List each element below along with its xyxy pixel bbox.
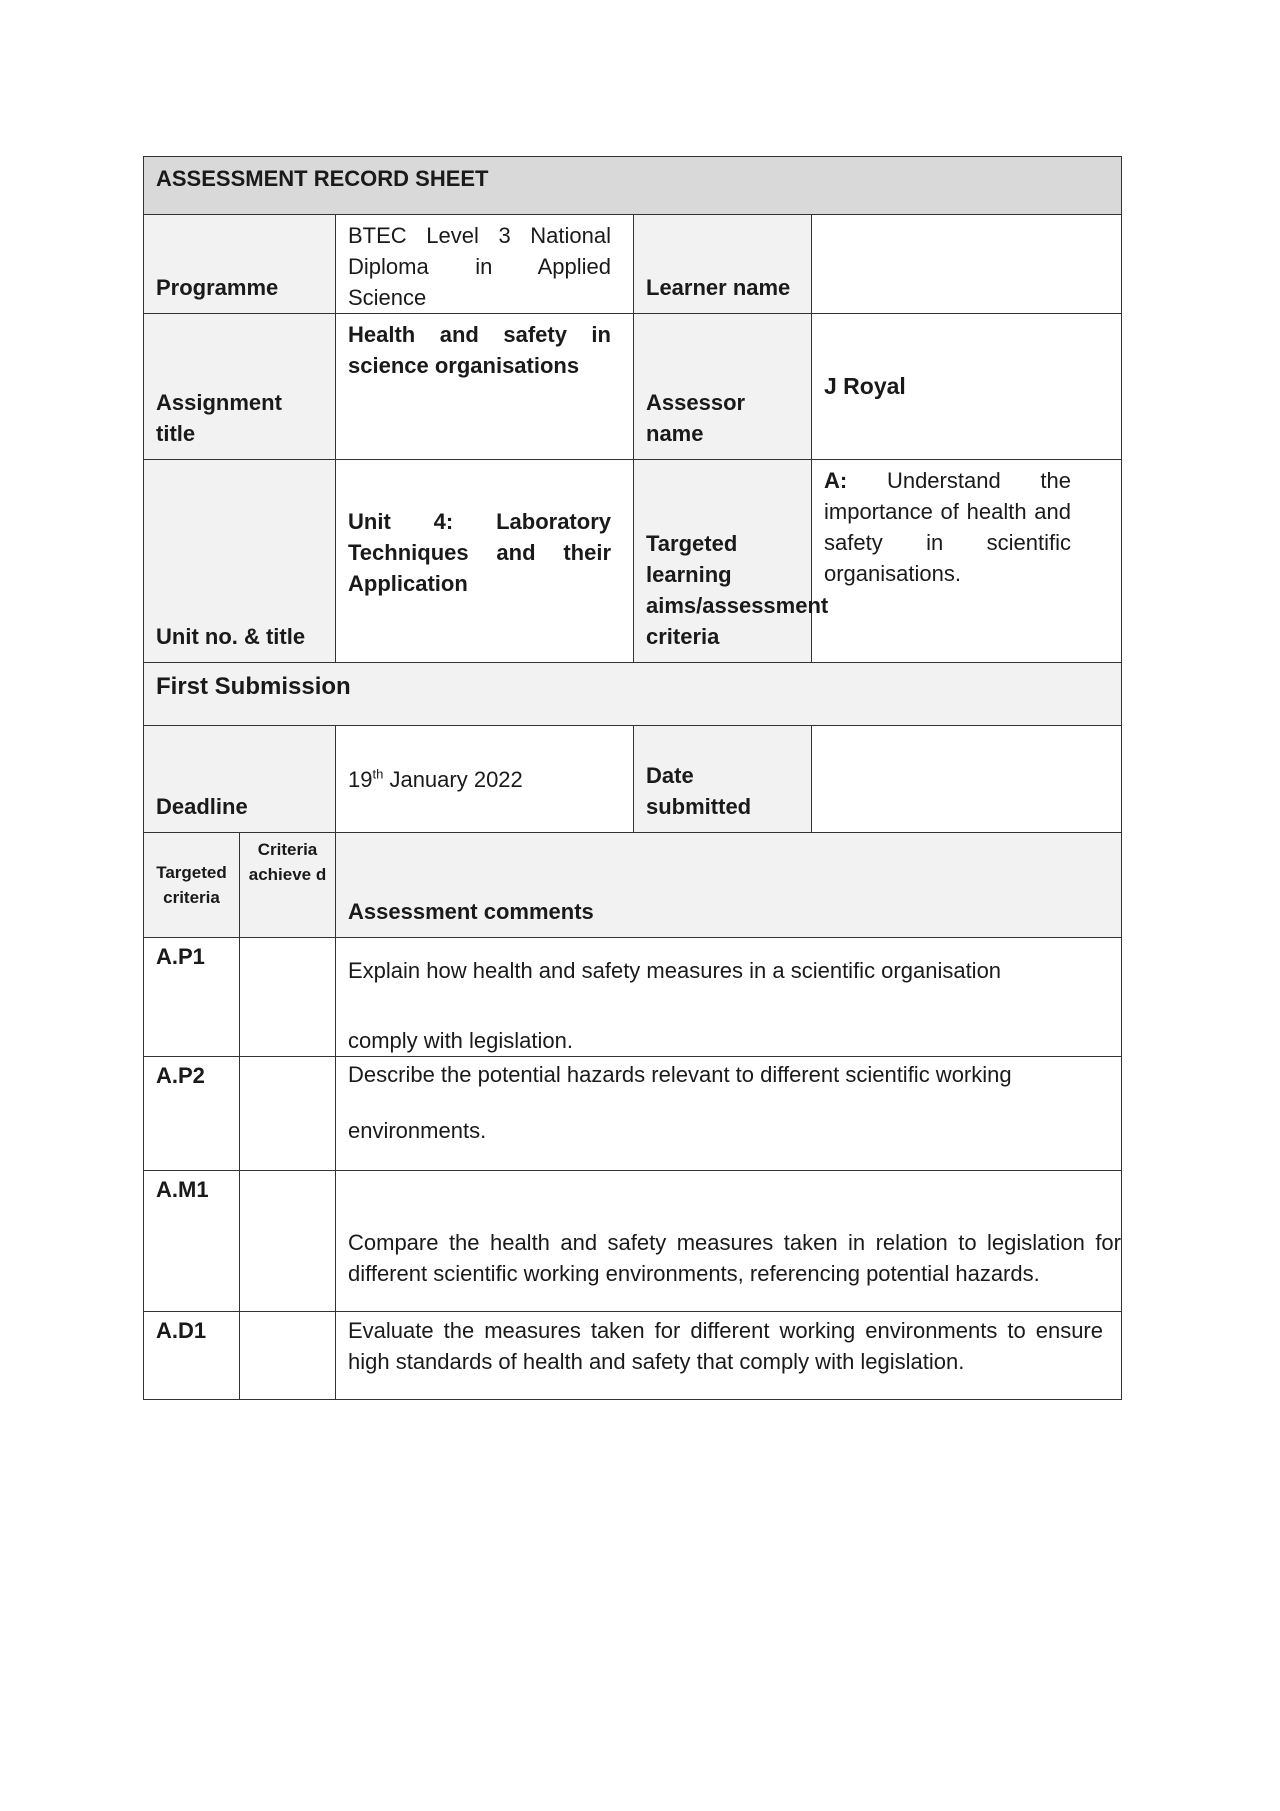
- sheet-title: ASSESSMENT RECORD SHEET: [156, 166, 489, 191]
- assessor-name-label: Assessor name: [634, 314, 812, 460]
- unit-label: Unit no. & title: [144, 460, 336, 663]
- assessment-comments-header: Assessment comments: [336, 833, 1122, 938]
- targeted-aims-value: [812, 460, 1122, 663]
- learner-name-value: [812, 215, 1122, 314]
- criteria-achieved-cell: [240, 1171, 336, 1312]
- criteria-code: A.M1: [144, 1171, 240, 1312]
- programme-label: Programme: [144, 215, 336, 314]
- date-submitted-label: Date submitted: [634, 726, 812, 833]
- first-submission-header: [144, 663, 1122, 726]
- targeted-aims-label: Targeted learning aims/assessment criteria: [634, 460, 812, 663]
- criteria-row-ap2: [144, 1057, 1122, 1171]
- criteria-row-am1: [144, 1171, 1122, 1312]
- criteria-description: [336, 938, 1122, 1057]
- date-submitted-value: [812, 726, 1122, 833]
- deadline-day: 19: [348, 766, 373, 792]
- criteria-line2: comply with legislation.: [348, 1028, 573, 1053]
- criteria-row-ap1: [144, 938, 1122, 1057]
- criteria-code: A.D1: [144, 1312, 240, 1400]
- criteria-row-ad1: [144, 1312, 1122, 1400]
- deadline-value: [336, 726, 634, 833]
- deadline-month-year: January 2022: [389, 766, 523, 792]
- criteria-description: [336, 1057, 1122, 1171]
- criteria-code: A.P1: [144, 938, 240, 1057]
- deadline-day-suffix: th: [372, 766, 384, 782]
- targeted-aims-text: Understand the importance of health and safety in scientific organisations.: [824, 468, 1071, 586]
- assignment-title-label: Assignment title: [144, 314, 336, 460]
- criteria-code: A.P2: [144, 1057, 240, 1171]
- sheet-header: [144, 157, 1122, 215]
- assignment-title-value: Health and safety in science organisations: [336, 314, 634, 460]
- assessor-name-value: J Royal: [812, 314, 1122, 460]
- first-submission-title: First Submission: [156, 673, 351, 700]
- targeted-aims-prefix: A:: [824, 468, 848, 493]
- assessment-record-table: [143, 156, 1122, 1400]
- learner-name-label: Learner name: [634, 215, 812, 314]
- criteria-line1: Explain how health and safety measures in a scientific organisation: [348, 958, 1002, 983]
- unit-value: Unit 4: Laboratory Techniques and their Application: [336, 460, 634, 663]
- criteria-line1: Describe the potential hazards relevant to different scientific working: [348, 1062, 1012, 1087]
- programme-value: BTEC Level 3 National Diploma in Applied Science: [336, 215, 634, 314]
- criteria-achieved-cell: [240, 1312, 336, 1400]
- criteria-achieved-cell: [240, 1057, 336, 1171]
- deadline-label: Deadline: [144, 726, 336, 833]
- criteria-description: Evaluate the measures taken for different working environments to ensure high standards of health and safety that comply with legislation.: [336, 1312, 1122, 1400]
- criteria-achieved-cell: [240, 938, 336, 1057]
- criteria-achieved-header: Criteria achieve d: [240, 833, 336, 938]
- criteria-line2: environments.: [348, 1118, 487, 1143]
- criteria-description: Compare the health and safety measures taken in relation to legislation for different scientific working environments, referencing potential hazards.: [336, 1171, 1122, 1312]
- targeted-criteria-header: Targeted criteria: [144, 833, 240, 938]
